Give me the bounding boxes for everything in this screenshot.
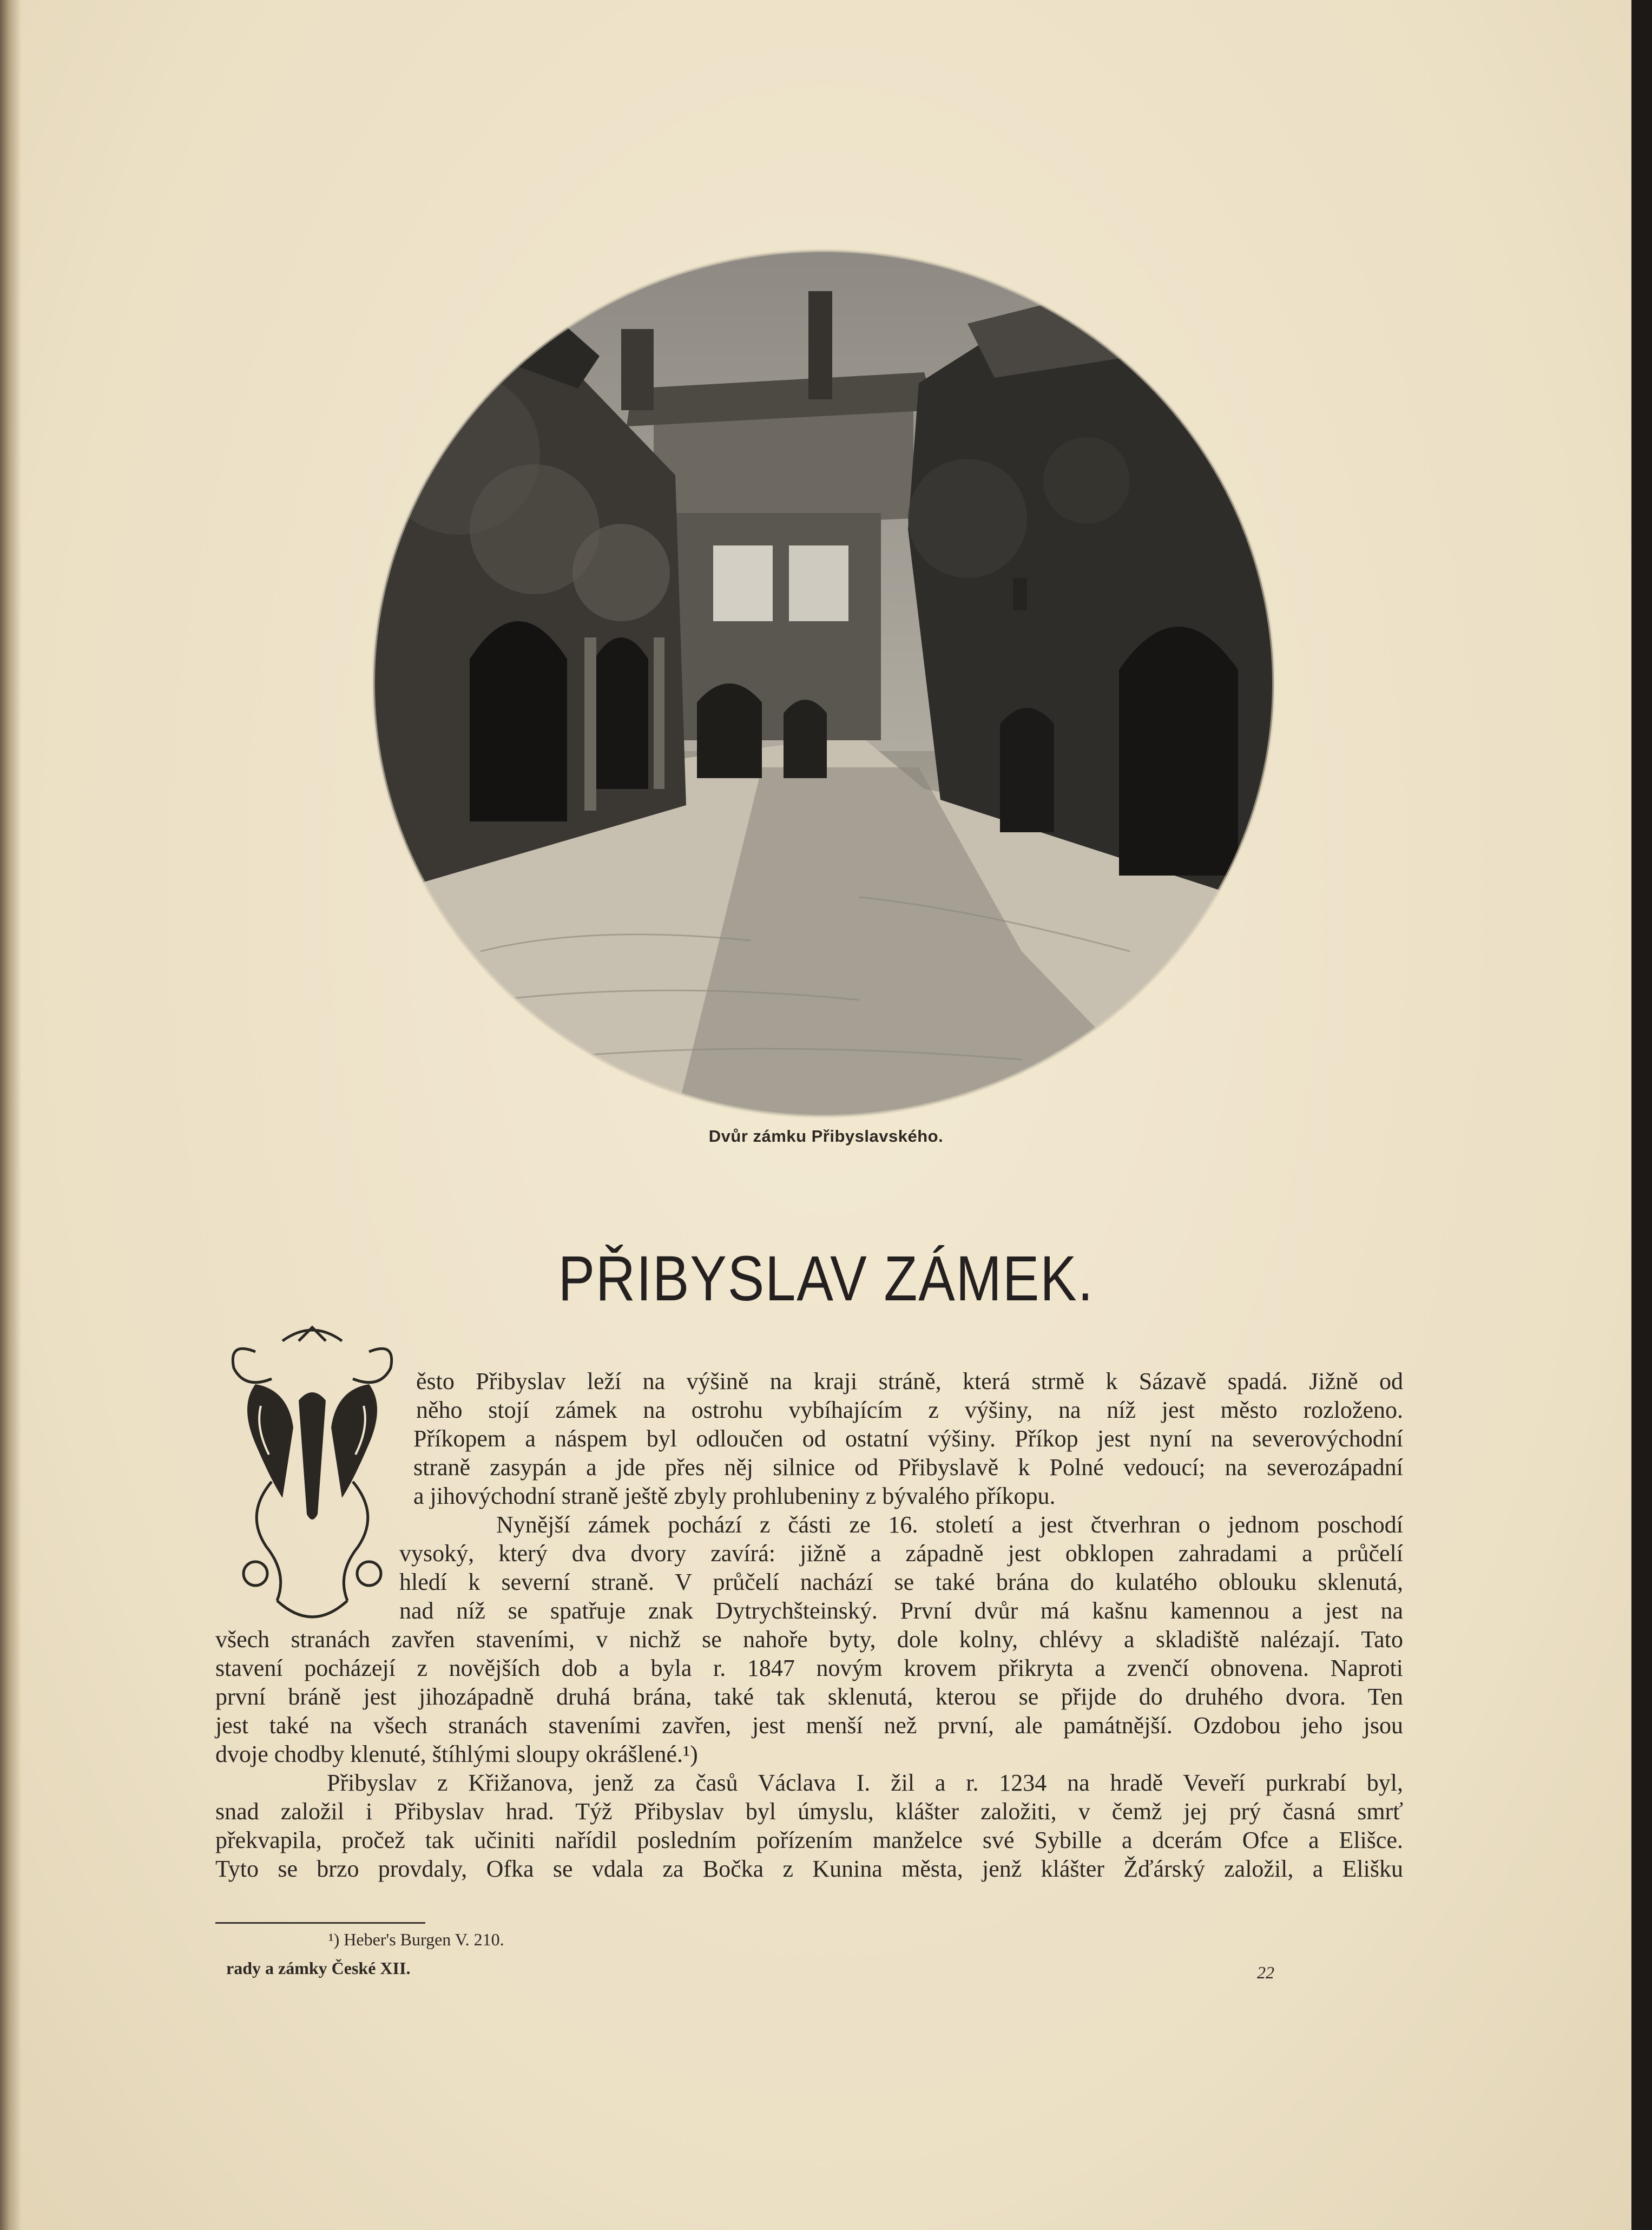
text-line: první bráně jest jihozápadně druhá brána, také tak sklenutá, kterou se přijde do druhého dvora. Ten [215,1683,1403,1710]
footnote-rule [215,1922,425,1924]
text-line: ěsto Přibyslav leží na výšině na kraji stráně, která strmě k Sázavě spadá. Jižně od [416,1368,1403,1394]
text-line: stavení pocházejí z novějších dob a byla r. 1847 novým krovem přikryta a zvenčí obnovena. Naproti [215,1655,1403,1681]
page-number: 22 [1257,1963,1274,1982]
page-edge [1631,0,1652,2230]
text-line: jest také na všech stranách staveními zavřen, jest menší než první, ale památnější. Ozdobou jeho jsou [215,1712,1403,1739]
footnote: ¹) Heber's Burgen V. 210. [328,1930,504,1949]
running-footer: rady a zámky České XII. [226,1958,411,1978]
text-line: Tyto se brzo provdaly, Ofka se vdala za Bočka z Kunina města, jenž klášter Žďárský založil, a Elišku [215,1856,1403,1882]
text-line: straně zasypán a jde přes něj silnice od Přibyslavě k Polné vedoucí; na severozápadní [413,1454,1403,1481]
text-line: překvapila, pročež tak učiniti nařídil posledním pořízením manželce své Sybille a dcerám Ofce a Elišce. [215,1827,1403,1853]
text-line: všech stranách zavřen staveními, v nichž se nahoře byty, dole kolny, chlévy a skladiště nalézají. Tato [215,1626,1403,1653]
illustration-caption: Dvůr zámku Přibyslavského. [708,1127,944,1146]
text-line: Nynější zámek pochází z části ze 16. století a jest čtverhran o jednom poschodí [496,1511,1403,1538]
text-line: něho stojí zámek na ostrohu vybíhajícím z výšiny, na níž jest město rozloženo. [416,1397,1403,1423]
text-line: nad níž se spatřuje znak Dytrychšteinský. První dvůr má kašnu kamennou a jest na [399,1597,1403,1624]
ornamental-drop-cap-icon [223,1319,402,1633]
text-line: hledí k severní straně. V průčelí nachází se také brána do kulatého oblouku sklenutá, [399,1569,1403,1595]
book-spine-shadow [0,0,22,2230]
courtyard-illustration [372,248,1275,1119]
text-line: a jihovýchodní straně ještě zbyly prohlubeniny z bývalého příkopu. [413,1483,1056,1509]
text-line: dvoje chodby klenuté, štíhlými sloupy okrášlené.¹) [215,1741,698,1767]
text-line: Příkopem a náspem byl odloučen od ostatní výšiny. Příkop jest nyní na severovýchodní [413,1425,1403,1452]
text-line: snad založil i Přibyslav hrad. Týž Přibyslav byl úmyslu, klášter založiti, v čemž jej prý časná smrť [215,1798,1403,1825]
text-line: Přibyslav z Křižanova, jenž za časů Václava I. žil a r. 1234 na hradě Veveří purkrabí byl, [327,1769,1403,1796]
text-line: vysoký, který dva dvory zavírá: jižně a západně jest obklopen zahradami a průčelí [399,1540,1403,1567]
chapter-title: PŘIBYSLAV ZÁMEK. [558,1243,1094,1314]
